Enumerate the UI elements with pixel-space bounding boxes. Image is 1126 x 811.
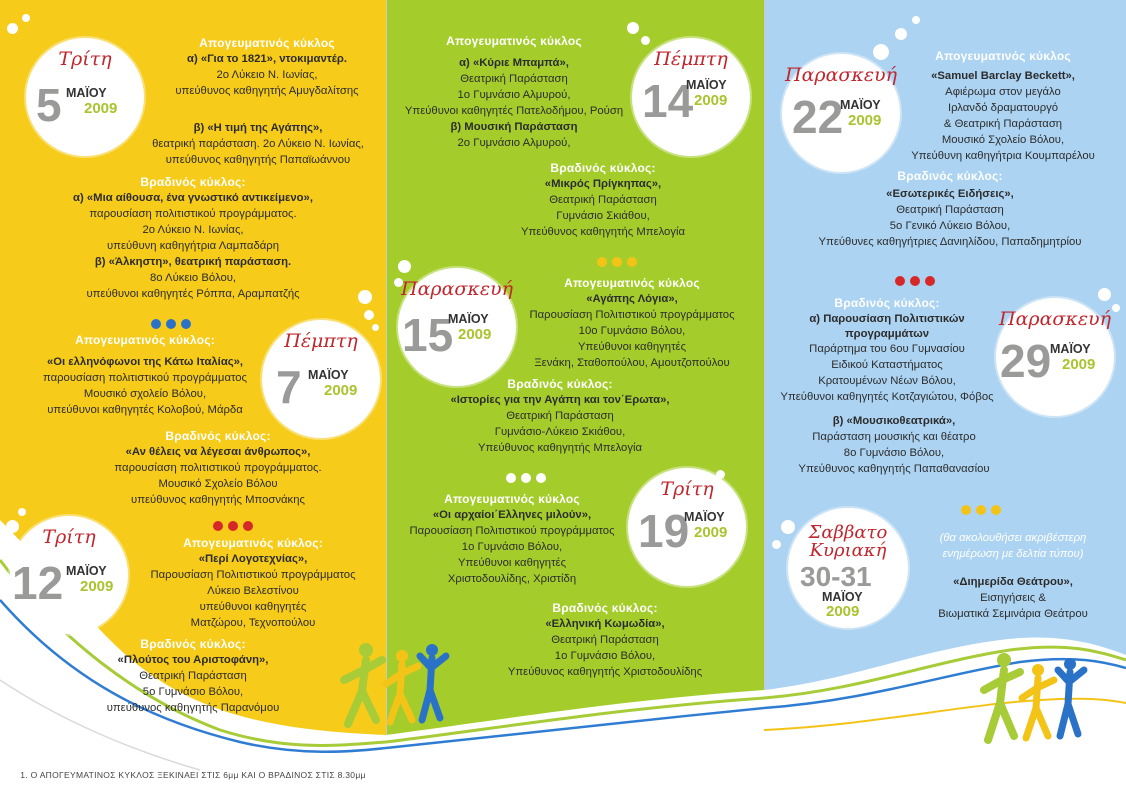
event-title: «Μικρός Πρίγκηπας», [544,178,662,190]
event-line: Υπεύθυνος καθηγητής Μπελογία [520,226,686,238]
event-line: 1ο Γυμνάσιο Αλμυρού, [457,89,571,101]
event-title: «Οι ελληνόφωνοι της Κάτω Ιταλίας», [46,356,244,368]
note-line: ενημέρωση με δελτία τύπου) [942,548,1084,560]
event-line: Θεατρική Παράσταση [549,194,657,206]
date-badge-14-may [632,38,750,156]
afternoon-heading: Απογευματινός κύκλος [444,492,580,506]
event-line: 1ο Γυμνάσιο Βόλου, [461,541,563,553]
year-label: 2009 [848,112,882,129]
year-label: 2009 [80,578,114,595]
program-12-may-evening [60,636,326,716]
program-15-may-evening [420,376,700,456]
event-line: Παράρτημα του 6ου Γυμνασίου [809,343,965,355]
event-line: Υπεύθυνος καθηγητής Παπαθανασίου [798,463,990,475]
day-number: 7 [276,361,302,413]
program-14-may-evening [478,160,728,240]
note-line: (θα ακολουθήσει ακριβέστερη [939,532,1087,544]
event-title: «Samuel Barclay Beckett», [931,70,1075,82]
event-line: υπεύθυνος καθηγητής Αμυγδαλίτσης [175,85,359,97]
year-label: 2009 [84,100,118,117]
event-line: Εισηγήσεις & [980,592,1046,604]
event-line: Ματζώρου, Τεχνοπούλου [190,617,316,629]
event-line: παρουσίαση πολιτιστικού προγράμματος. [114,462,322,474]
year-label: 2009 [694,92,728,109]
event-title: «Περί Λογοτεχνίας», [198,553,308,565]
separator-dots-white [503,470,548,488]
event-line: 2ο Λύκειο Ν. Ιωνίας, [142,224,244,236]
evening-heading: Βραδινός κύκλος: [507,377,613,391]
event-line: 5ο Γυμνάσιο Βόλου, [142,686,244,698]
weekday-label: Τρίτη [58,48,112,70]
program-19-may [386,491,638,587]
event-title: β) Μουσική Παράσταση [450,121,578,133]
event-line: Θεατρική Παράσταση [139,670,247,682]
month-label: ΜΑΪΟΥ [448,312,489,326]
event-line: παρουσίαση πολιτιστικού προγράμματος [42,372,248,384]
evening-heading: Βραδινός κύκλος: [140,175,246,189]
month-label: ΜΑΪΟΥ [308,368,349,382]
footnote: 1. Ο ΑΠΟΓΕΥΜΑΤΙΝΟΣ ΚΥΚΛΟΣ ΞΕΚΙΝΑΕΙ ΣΤΙΣ 6μμ ΚΑΙ Ο ΒΡΑΔΙΝΟΣ ΣΤΙΣ 8.30μμ [20,770,366,780]
event-title: «Ιστορίες για την Αγάπη και τον΄Ερωτα», [450,394,670,406]
event-line: Υπεύθυνος καθηγητής Μπελογία [477,442,643,454]
event-line: Παρουσίαση Πολιτιστικού προγράμματος [409,525,615,537]
date-badge-12-may [10,516,128,634]
program-30-31-may [900,530,1126,622]
year-label: 2009 [458,326,492,343]
event-title: «Οι αρχαίοι΄Ελληνες μιλούν», [432,509,592,521]
event-line: 2ο Γυμνάσιο Αλμυρού, [457,137,571,149]
weekday-label: Παρασκευή [401,278,513,300]
program-22-may [880,48,1126,164]
afternoon-heading: Απογευματινός κύκλος [564,276,700,290]
event-line: Βιωματικά Σεμινάρια Θεάτρου [938,608,1088,620]
bubble-dot [398,260,411,273]
bubble-dot [912,16,920,24]
evening-heading: Βραδινός κύκλος: [165,429,271,443]
evening-heading: Βραδινός κύκλος: [897,169,1003,183]
event-line: Αφιέρωμα στον μεγάλο [945,86,1061,98]
weekday-label-2: Κυριακή [809,540,887,561]
event-line: Γυμνάσιο Σκιάθου, [556,210,650,222]
weekday-label: Παρασκευή [785,64,897,86]
evening-heading: Βραδινός κύκλος: [552,601,658,615]
event-title: «Ελληνική Κωμωδία», [545,618,665,630]
program-15-may [500,275,764,371]
program-29-may [764,295,1010,405]
day-number: 15 [402,309,454,361]
separator-dots-red [892,273,937,291]
event-title: α) «Για το 1821», ντοκιμαντέρ. [187,53,347,65]
event-line: υπεύθυνος καθηγητής Μποσνάκης [131,494,305,506]
event-title: β) «Άλκηστη», θεατρική παράσταση. [94,256,292,268]
event-line: Υπεύθυνη καθηγήτρια Κουμπαρέλου [911,150,1095,162]
event-line: Θεατρική Παράσταση [506,410,614,422]
event-line: Θεατρική Παράσταση [896,204,1004,216]
dancing-figures-icon [336,636,456,746]
bubble-dot [7,23,18,34]
afternoon-heading: Απογευματινός κύκλος [935,49,1071,63]
event-line: υπεύθυνος καθηγητής Παρανόμου [106,702,280,714]
program-22-may-evening [790,168,1110,250]
bubble-dot [18,508,26,516]
event-title: α) «Μια αίθουσα, ένα γνωστικό αντικείμενο», [73,192,313,204]
bubble-dot [772,540,781,549]
month-label: ΜΑΪΟΥ [840,98,881,112]
day-number: 19 [638,505,690,557]
event-line: Υπεύθυνος καθηγητής Χριστοδουλίδης [507,666,703,678]
weekday-label: Πέμπτη [654,48,728,70]
event-line: υπεύθυνος καθηγητής Παπαϊωάννου [165,154,351,166]
event-title: «Αν θέλεις να λέγεσαι άνθρωπος», [125,446,311,458]
event-title: «Αγάπης Λόγια», [586,293,678,305]
bubble-dot [364,310,374,320]
event-line: Ξενάκη, Σταθοπούλου, Αμουτζοπούλου [534,357,730,369]
program-7-may [0,332,290,418]
event-line: Λύκειο Βελεστίνου [207,585,299,597]
event-line: 1ο Γυμνάσιο Βόλου, [554,650,656,662]
program-5-may-evening [0,174,386,302]
month-label: ΜΑΪΟΥ [1050,342,1091,356]
weekday-label: Σαββατο [808,522,888,543]
event-line: Υπεύθυνοι καθηγητές Πατελοδήμου, Ρούση [404,105,624,117]
event-line: 10ο Γυμνάσιο Βόλου, [578,325,686,337]
afternoon-heading: Απογευματινός κύκλος: [183,536,323,550]
evening-heading: Βραδινός κύκλος: [550,161,656,175]
bubble-dot [1098,288,1111,301]
event-line: υπεύθυνοι καθηγητές Κολοβού, Μάρδα [47,404,243,416]
event-line: 8ο Λύκειο Βόλου, [149,272,237,284]
afternoon-heading: Απογευματινός κύκλος [199,36,335,50]
weekday-label: Πέμπτη [284,330,358,352]
event-title: α) «Κύριε Μπαμπά», [459,57,569,69]
event-line: Χριστοδουλίδης, Χριστίδη [447,573,577,585]
event-line: Μουσικό Σχολείο Βόλου [158,478,278,490]
event-line: Γυμνάσιο-Λύκειο Σκιάθου, [494,426,626,438]
year-label: 2009 [324,382,358,399]
program-5-may-b [130,120,386,168]
bubble-dot [895,28,907,40]
weekday-label: Τρίτη [660,478,714,500]
afternoon-heading: Απογευματινός κύκλος [446,34,582,48]
day-number: 29 [1000,335,1052,387]
evening-heading: Βραδινός κύκλος: [834,296,940,310]
program-12-may [120,535,386,631]
program-14-may [386,33,642,151]
date-badge-5-may [26,38,144,156]
year-label: 2009 [694,524,728,541]
date-badge-15-may [398,268,516,386]
day-number: 5 [36,79,62,131]
evening-heading: Βραδινός κύκλος: [140,637,246,651]
program-29-may-b [784,413,1004,477]
day-number: 14 [642,75,694,127]
event-title: β) «Η τιμή της Αγάπης», [193,122,323,134]
event-line: Θεατρική Παράσταση [551,634,659,646]
event-title: «Διημερίδα Θεάτρου», [953,576,1073,588]
date-badge-19-may [628,468,746,586]
event-line: Κρατουμένων Νέων Βόλου, [818,375,956,387]
separator-dots-red [210,518,255,536]
event-line: Ειδικού Καταστήματος [831,359,943,371]
program-7-may-evening [50,428,386,508]
afternoon-heading: Απογευματινός κύκλος: [75,333,215,347]
program-5-may [150,35,384,99]
day-number: 22 [792,91,844,143]
month-label: ΜΑΪΟΥ [684,510,725,524]
weekday-label: Παρασκευή [999,308,1111,330]
event-title: «Πλούτος του Αριστοφάνη», [117,654,269,666]
month-label: ΜΑΪΟΥ [822,590,863,604]
event-line: υπεύθυνη καθηγήτρια Λαμπαδάρη [107,240,279,252]
event-line: θεατρική παράσταση. 2ο Λύκειο Ν. Ιωνίας, [152,138,364,150]
event-title: προγραμμάτων [844,328,930,340]
event-title: «Εσωτερικές Ειδήσεις», [886,188,1014,200]
event-line: Υπεύθυνοι καθηγητές Κοτζαγιώτου, Φόβος [780,391,994,403]
event-line: 5ο Γενικό Λύκειο Βόλου, [889,220,1011,232]
event-line: Υπεύθυνες καθηγήτριες Δανιηλίδου, Παπαδημητρίου [818,236,1082,248]
event-line: Υπεύθυνοι καθηγητές [457,557,567,569]
dancing-figures-icon [980,648,1100,758]
month-label: ΜΑΪΟΥ [66,86,107,100]
event-line: 2ο Λύκειο Ν. Ιωνίας, [216,69,318,81]
event-line: Θεατρική Παράσταση [460,73,568,85]
month-label: ΜΑΪΟΥ [686,78,727,92]
date-badge-29-may [996,298,1114,416]
year-label: 2009 [826,603,860,620]
event-line: Υπεύθυνοι καθηγητές [577,341,687,353]
month-label: ΜΑΪΟΥ [66,564,107,578]
separator-dots-yellow [958,502,1003,520]
bubble-dot [22,14,30,22]
event-line: υπεύθυνοι καθηγητές Ρόππα, Αραμπατζής [86,288,300,300]
event-line: Παράσταση μουσικής και θέατρο [812,431,976,443]
event-line: Παρουσίαση Πολιτιστικού προγράμματος [529,309,735,321]
event-line: Ιρλανδό δραματουργό [947,102,1059,114]
day-number: 30-31 [800,561,872,592]
event-line: Μουσικό Σχολείο Βόλου, [941,134,1065,146]
event-line: παρουσίαση πολιτιστικού προγράμματος. [89,208,297,220]
event-title: α) Παρουσίαση Πολιτιστικών [809,313,965,325]
event-title: β) «Μουσικοθεατρικά», [832,415,956,427]
event-line: 8ο Γυμνάσιο Βόλου, [843,447,945,459]
event-line: Παρουσίαση Πολιτιστικού προγράμματος [150,569,356,581]
date-badge-30-31-may [788,508,908,628]
program-19-may-evening [480,600,730,680]
bubble-dot [641,36,650,45]
event-line: & Θεατρική Παράσταση [943,118,1063,130]
event-line: Μουσικό σχολείο Βόλου, [83,388,207,400]
year-label: 2009 [1062,356,1096,373]
day-number: 12 [12,557,64,609]
weekday-label: Τρίτη [42,526,96,548]
event-line: υπεύθυνοι καθηγητές [199,601,307,613]
separator-dots-yellow [594,254,639,272]
